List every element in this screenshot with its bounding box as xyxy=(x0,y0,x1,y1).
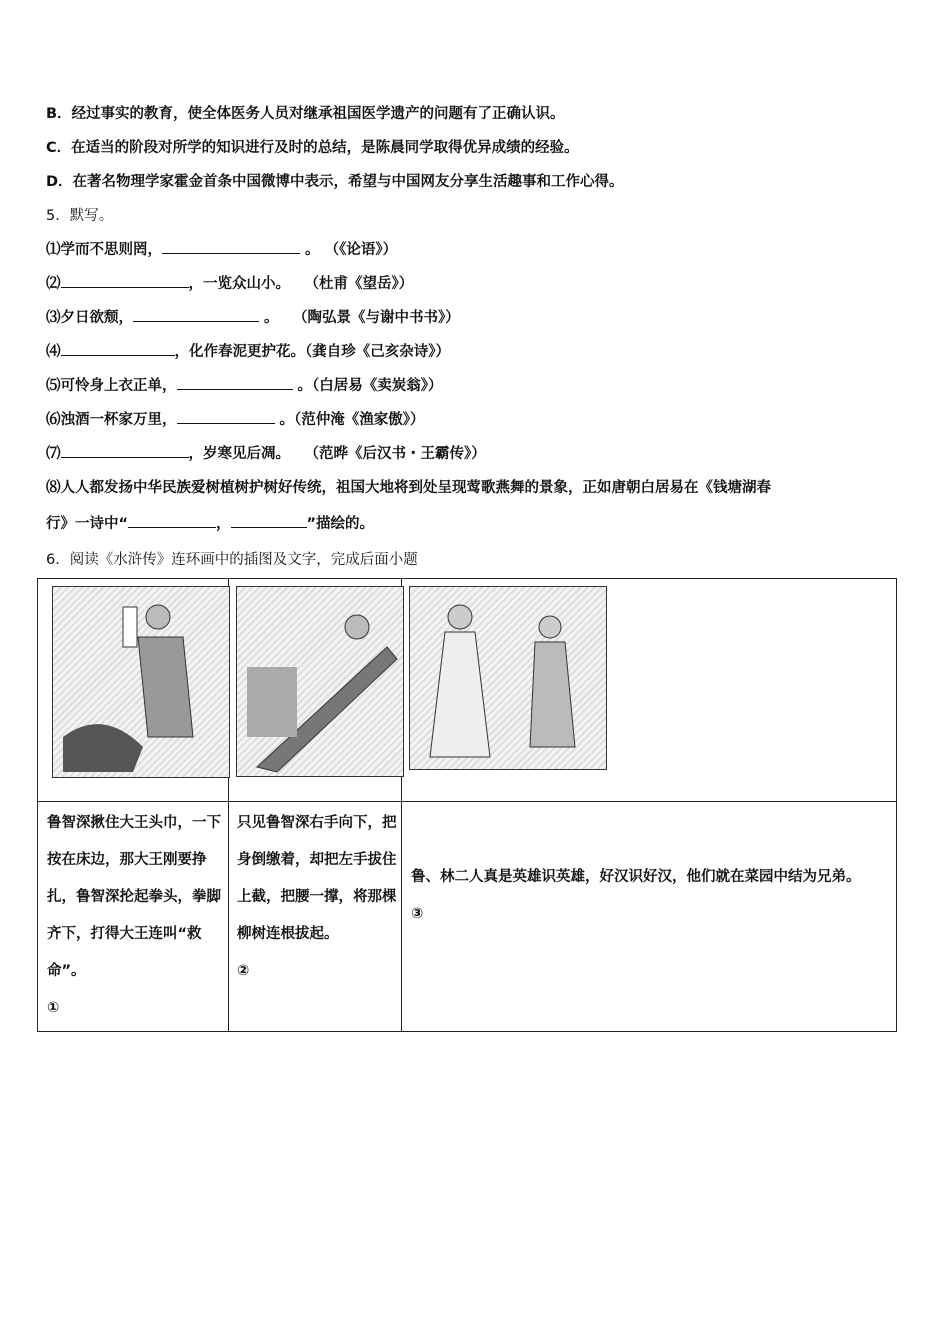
answer-blank[interactable] xyxy=(177,375,293,390)
dictation-item-8-line2 xyxy=(46,512,374,533)
item-suffix: ”描绘的。 xyxy=(306,516,375,532)
caption-text: 只见鲁智深右手向下，把身倒缴着，却把左手拔住上截，把腰一撑，将那棵柳树连根拔起。 xyxy=(237,815,397,942)
caption-text: 鲁、林二人真是英雄识英雄，好汉识好汉，他们就在菜园中结为兄弟。 xyxy=(411,869,861,885)
item-suffix: 。（白居易《卖炭翁》） xyxy=(292,378,443,394)
item-prefix: ⑸可怜身上衣正单， xyxy=(46,378,177,394)
question-6-title: 6．阅读《水浒传》连环画中的插图及文字，完成后面小题 xyxy=(46,552,418,568)
item-prefix: ⑴学而不思则罔， xyxy=(46,242,162,258)
comic-caption-2 xyxy=(237,805,397,990)
answer-blank[interactable] xyxy=(133,307,259,322)
item-suffix: 。 （陶弘景《与谢中书书》） xyxy=(259,310,460,326)
caption-text: 鲁智深揪住大王头巾，一下按在床边，那大王刚要挣扎，鲁智深抡起拳头，拳脚齐下，打得大王连叫“救命”。 xyxy=(47,815,221,979)
answer-blank[interactable] xyxy=(61,443,189,458)
item-prefix: ⑺ xyxy=(46,446,61,462)
comic-caption-3 xyxy=(411,859,889,933)
dictation-item-5 xyxy=(46,374,443,395)
dictation-item-1 xyxy=(46,238,397,259)
answer-blank[interactable] xyxy=(177,409,275,424)
answer-blank[interactable] xyxy=(61,273,189,288)
comic-table xyxy=(37,578,897,1032)
comic-illustration-3 xyxy=(409,586,607,770)
item-suffix: ，一览众山小。 （杜甫《望岳》） xyxy=(188,276,414,292)
dictation-item-2 xyxy=(46,272,413,293)
item-suffix: ，岁寒见后凋。 （范晔《后汉书・王霸传》） xyxy=(188,446,486,462)
dictation-item-8-line1: ⑻人人都发扬中华民族爱树植树护树好传统，祖国大地将到处呈现莺歌燕舞的景象，正如唐朝白居易在《钱塘湖春 xyxy=(46,480,771,496)
item-prefix: ⑷ xyxy=(46,344,61,360)
item-suffix: 。 （《论语》） xyxy=(300,242,398,258)
option-b: B．经过事实的教育，使全体医务人员对继承祖国医学遗产的问题有了正确认识。 xyxy=(46,106,565,122)
comic-illustration-1 xyxy=(52,586,230,778)
item-suffix: 。（范仲淹《渔家傲》） xyxy=(274,412,425,428)
option-d: D．在著名物理学家霍金首条中国微博中表示，希望与中国网友分享生活趣事和工作心得。 xyxy=(46,174,624,190)
item-suffix: ，化作春泥更护花。（龚自珍《己亥杂诗》） xyxy=(174,344,450,360)
caption-number: ① xyxy=(47,1000,60,1016)
comic-illustration-2 xyxy=(236,586,404,777)
caption-number: ② xyxy=(237,963,250,979)
answer-blank[interactable] xyxy=(162,239,300,254)
option-c: C．在适当的阶段对所学的知识进行及时的总结，是陈晨同学取得优异成绩的经验。 xyxy=(46,140,579,156)
item-prefix: ⑹浊酒一杯家万里， xyxy=(46,412,177,428)
item-prefix: ⑶夕日欲颓， xyxy=(46,310,133,326)
dictation-item-3 xyxy=(46,306,460,327)
row-divider xyxy=(38,801,896,802)
dictation-item-6 xyxy=(46,408,425,429)
answer-blank[interactable] xyxy=(231,513,307,528)
comic-caption-1 xyxy=(47,805,223,1027)
item-prefix: 行》一诗中“ xyxy=(46,516,129,532)
dictation-item-7 xyxy=(46,442,486,463)
item-separator: ， xyxy=(216,516,231,532)
question-5-title: 5．默写。 xyxy=(46,208,114,224)
answer-blank[interactable] xyxy=(61,341,175,356)
caption-number: ③ xyxy=(411,906,424,922)
dictation-item-4 xyxy=(46,340,450,361)
item-prefix: ⑵ xyxy=(46,276,61,292)
answer-blank[interactable] xyxy=(128,513,216,528)
